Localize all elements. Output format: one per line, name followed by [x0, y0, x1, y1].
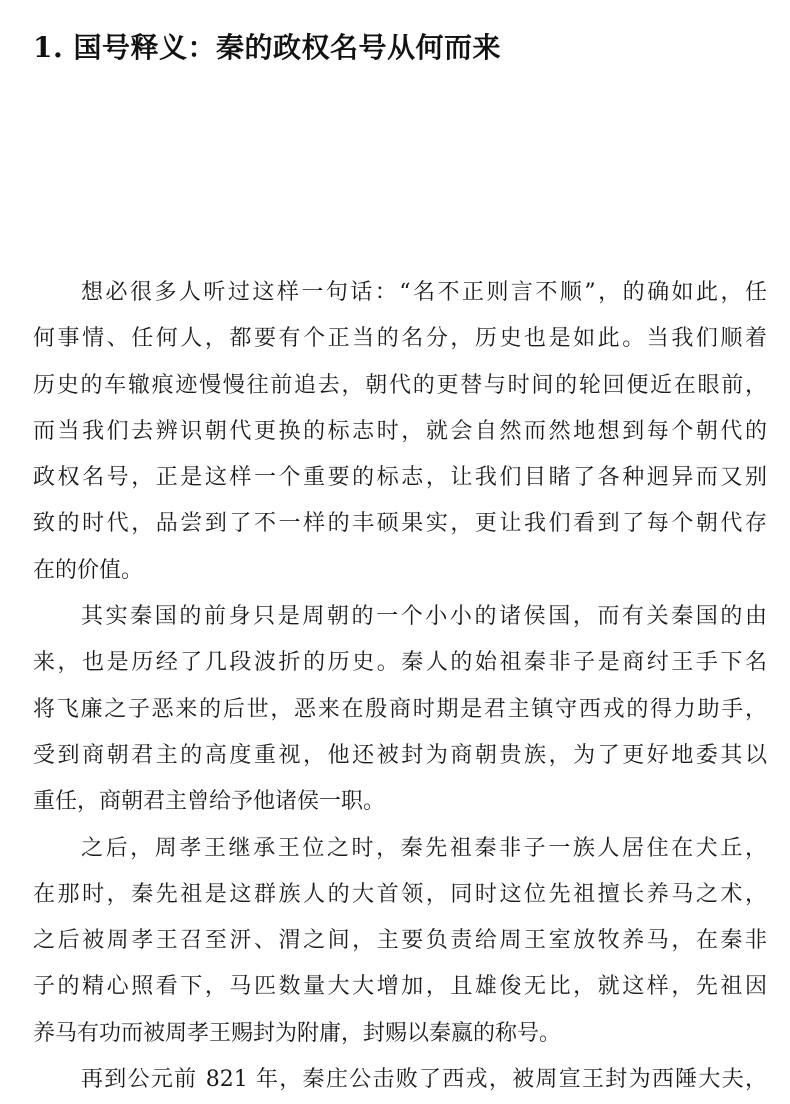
- text-line: 重任，商朝君主曾给予他诸侯一职。: [33, 789, 386, 815]
- paragraph-4: [33, 1057, 767, 1103]
- text-line: 致的时代，品尝到了不一样的丰硕果实，更让我们看到了每个朝代存: [33, 511, 767, 537]
- paragraph-1: [33, 270, 767, 594]
- text-line: 养马有功而被周孝王赐封为附庸，封赐以秦嬴的称号。: [33, 1020, 562, 1046]
- text-line: 政权名号，正是这样一个重要的标志，让我们目睹了各种迥异而又别: [33, 465, 767, 491]
- section-heading: 1. 国号释义：秦的政权名号从何而来: [33, 31, 501, 64]
- body-text: [33, 270, 767, 1103]
- text-line: 再到公元前 821 年，秦庄公击败了西戎，被周宣王封为西陲大夫，: [81, 1067, 767, 1093]
- paragraph-3: [33, 826, 767, 1057]
- text-line: 受到商朝君主的高度重视，他还被封为商朝贵族，为了更好地委其以: [33, 742, 767, 768]
- text-line: 想必很多人听过这样一句话：“名不正则言不顺”，的确如此，任: [81, 280, 767, 305]
- text-line: 其实秦国的前身只是周朝的一个小小的诸侯国，而有关秦国的由: [81, 604, 767, 630]
- text-line: 来，也是历经了几段波折的历史。秦人的始祖秦非子是商纣王手下名: [33, 650, 767, 676]
- text-line: 在的价值。: [33, 557, 144, 583]
- text-line: 之后，周孝王继承王位之时，秦先祖秦非子一族人居住在犬丘，: [81, 835, 767, 861]
- text-line: 将飞廉之子恶来的后世，恶来在殷商时期是君主镇守西戎的得力助手，: [33, 696, 767, 722]
- text-line: 在那时，秦先祖是这群族人的大首领，同时这位先祖擅长养马之术，: [33, 881, 767, 907]
- text-line: 何事情、任何人，都要有个正当的名分，历史也是如此。当我们顺着: [33, 326, 767, 352]
- paragraph-2: [33, 594, 767, 825]
- text-line: 子的精心照看下，马匹数量大大增加，且雄俊无比，就这样，先祖因: [33, 974, 767, 1000]
- text-line: 历史的车辙痕迹慢慢往前追去，朝代的更替与时间的轮回便近在眼前，: [33, 372, 767, 398]
- text-line: 之后被周孝王召至汧、渭之间，主要负责给周王室放牧养马，在秦非: [33, 928, 767, 954]
- text-line: 而当我们去辨识朝代更换的标志时，就会自然而然地想到每个朝代的: [33, 418, 767, 444]
